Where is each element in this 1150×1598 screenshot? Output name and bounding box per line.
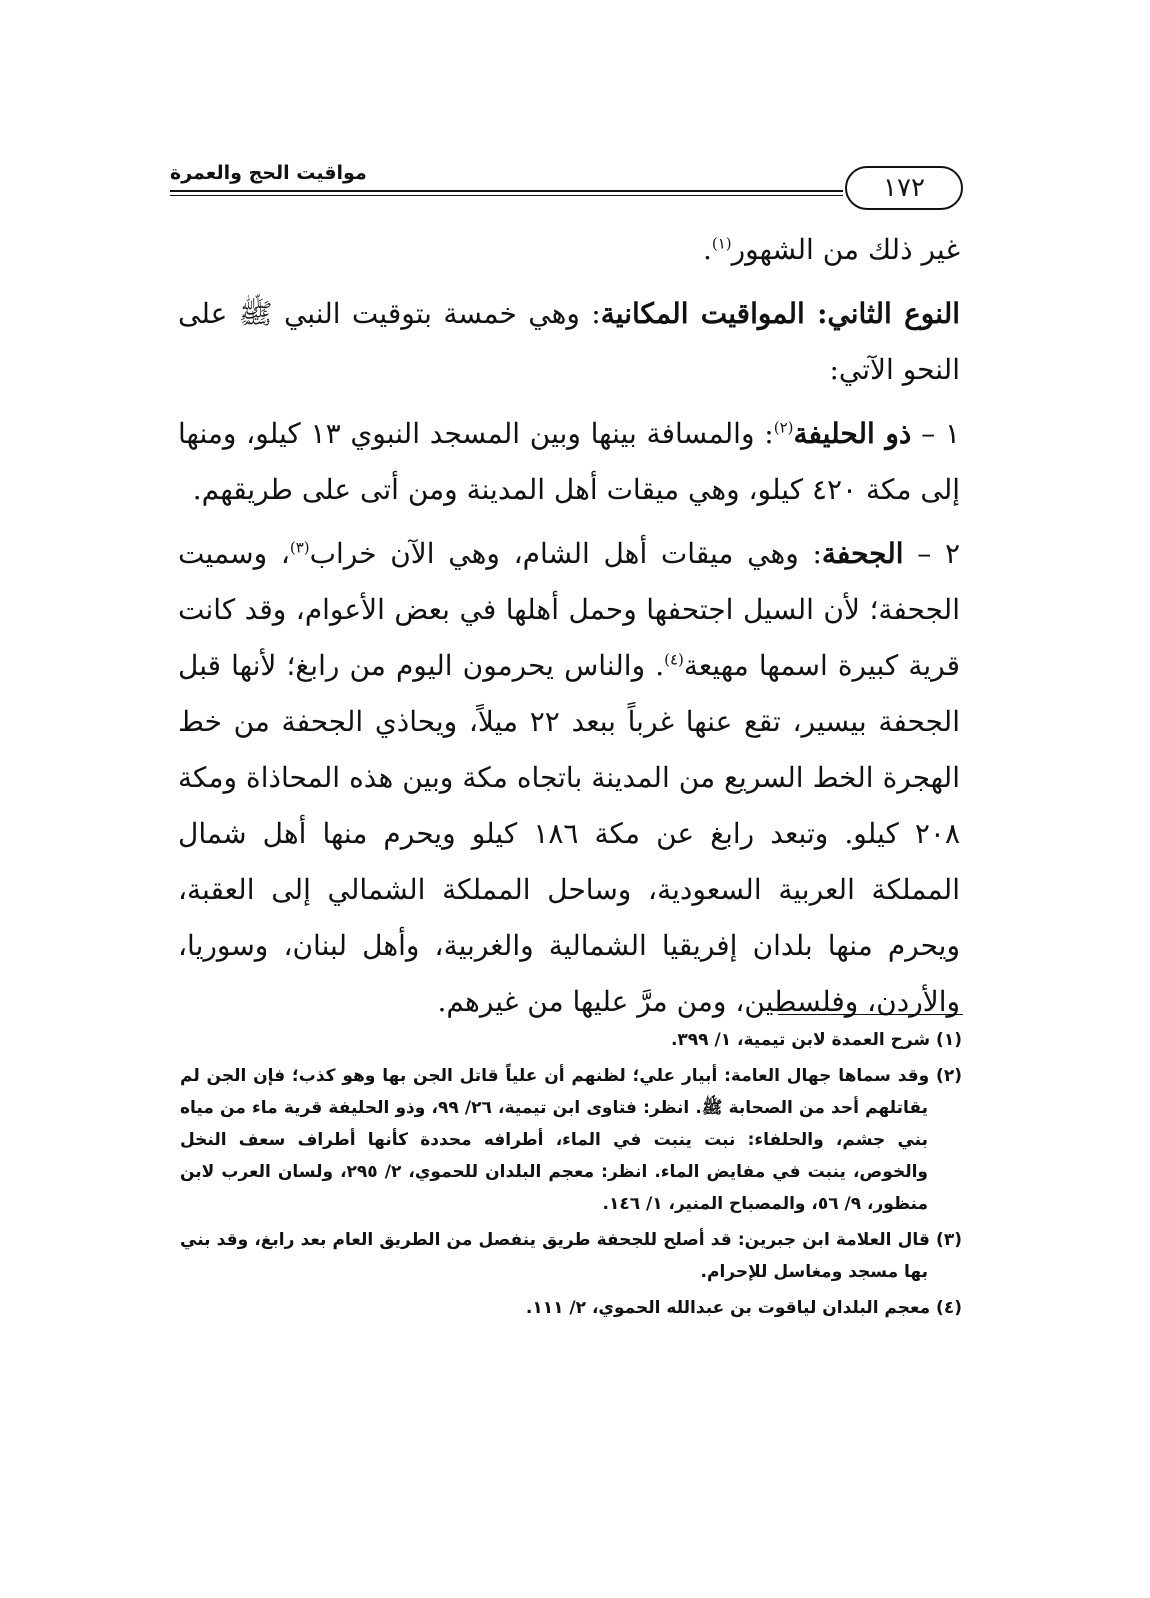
paragraph-text: : وهي ميقات أهل الشام، وهي الآن خراب: [309, 537, 822, 570]
paragraph-text: : وهي خمسة بتوقيت النبي ﷺ على النحو الآتي:: [178, 297, 960, 386]
footnote-ref-1: (١): [711, 234, 732, 253]
paragraph-section-heading: [178, 286, 960, 398]
paragraph-dhul-hulayfah: [178, 406, 960, 518]
paragraph-juhfah: [178, 526, 960, 1030]
main-text: [178, 222, 960, 1038]
paragraph-end: .: [702, 233, 712, 266]
footnote-ref-2: (٢): [773, 418, 794, 437]
section-heading: النوع الثاني: المواقيت المكانية: [600, 297, 961, 330]
footnote-2: (٢) وقد سماها جهال العامة: أبيار علي؛ لظنهم أن علياً قاتل الجن بها وهو كذب؛ فإن الجن لم يقاتلهم أحد من الصحابة ﷺ. انظر: فتاوى ابن تيمية، ٢٦/ ٩٩، وذو الحليفة قرية ماء من مياه بني جشم، والحلفاء: نبت ينبت في الماء، أطرافه محددة كأنها أطراف سعف النخل والخوص، ينبت في مفايض الماء. انظر: معجم البلدان للحموي، ٢/ ٢٩٥، ولسان العرب لابن منظور، ٩/ ٥٦، والمصباح المنير، ١/ ١٤٦.: [180, 1066, 962, 1214]
footnote-ref-4: (٤): [664, 650, 684, 669]
header-rule: [170, 190, 843, 196]
paragraph-text: غير ذلك من الشهور: [731, 233, 960, 266]
paragraph-text: : والمسافة بينها وبين المسجد النبوي ١٣ كيلو، ومنها إلى مكة ٤٢٠ كيلو، وهي ميقات أهل المدينة ومن أتى على طريقهم.: [178, 417, 960, 506]
header-title: مواقيت الحج والعمرة: [170, 162, 367, 184]
running-header: [170, 152, 963, 216]
paragraph-continuation: [178, 222, 960, 278]
footnote-ref-3: (٣): [289, 538, 310, 557]
miqat-name: الجحفة: [821, 537, 904, 570]
item-number: ١ –: [911, 417, 960, 450]
footnote-4: (٤) معجم البلدان لياقوت بن عبدالله الحموي، ٢/ ١١١.: [525, 1298, 962, 1318]
footnote-3: (٣) قال العلامة ابن جبرين: قد أصلح للجحفة طريق ينفصل من الطريق العام بعد رابغ، وقد بني بها مسجد ومغاسل للإحرام.: [180, 1230, 962, 1282]
item-number: ٢ –: [903, 537, 960, 570]
footnote-1: (١) شرح العمدة لابن تيمية، ١/ ٣٩٩.: [670, 1030, 962, 1050]
paragraph-text: . والناس يحرمون اليوم من رابغ؛ لأنها قبل الجحفة بيسير، تقع عنها غرباً ببعد ٢٢ ميلاً، ويحاذي الجحفة من خط الهجرة الخط السريع من المدينة باتجاه مكة وبين هذه المحاذاة ومكة ٢٠٨ كيلو. وتبعد رابغ عن مكة ١٨٦ كيلو ويحرم منها أهل شمال المملكة العربية السعودية، وساحل المملكة الشمالي إلى العقبة، ويحرم منها بلدان إفريقيا الشمالية والغربية، وأهل لبنان، وسوريا، والأردن، وفلسطين، ومن مرَّ عليها من غيرهم.: [178, 649, 960, 1018]
footnote-separator: [778, 1014, 963, 1015]
footnotes: [180, 1024, 962, 1328]
page-number: ١٧٢: [845, 166, 963, 210]
miqat-name: ذو الحليفة: [793, 417, 912, 450]
paragraph-text: ، وسميت الجحفة؛ لأن السيل اجتحفها وحمل أهلها في بعض الأعوام، وقد كانت قرية كبيرة اسمها مهيعة: [178, 537, 960, 682]
